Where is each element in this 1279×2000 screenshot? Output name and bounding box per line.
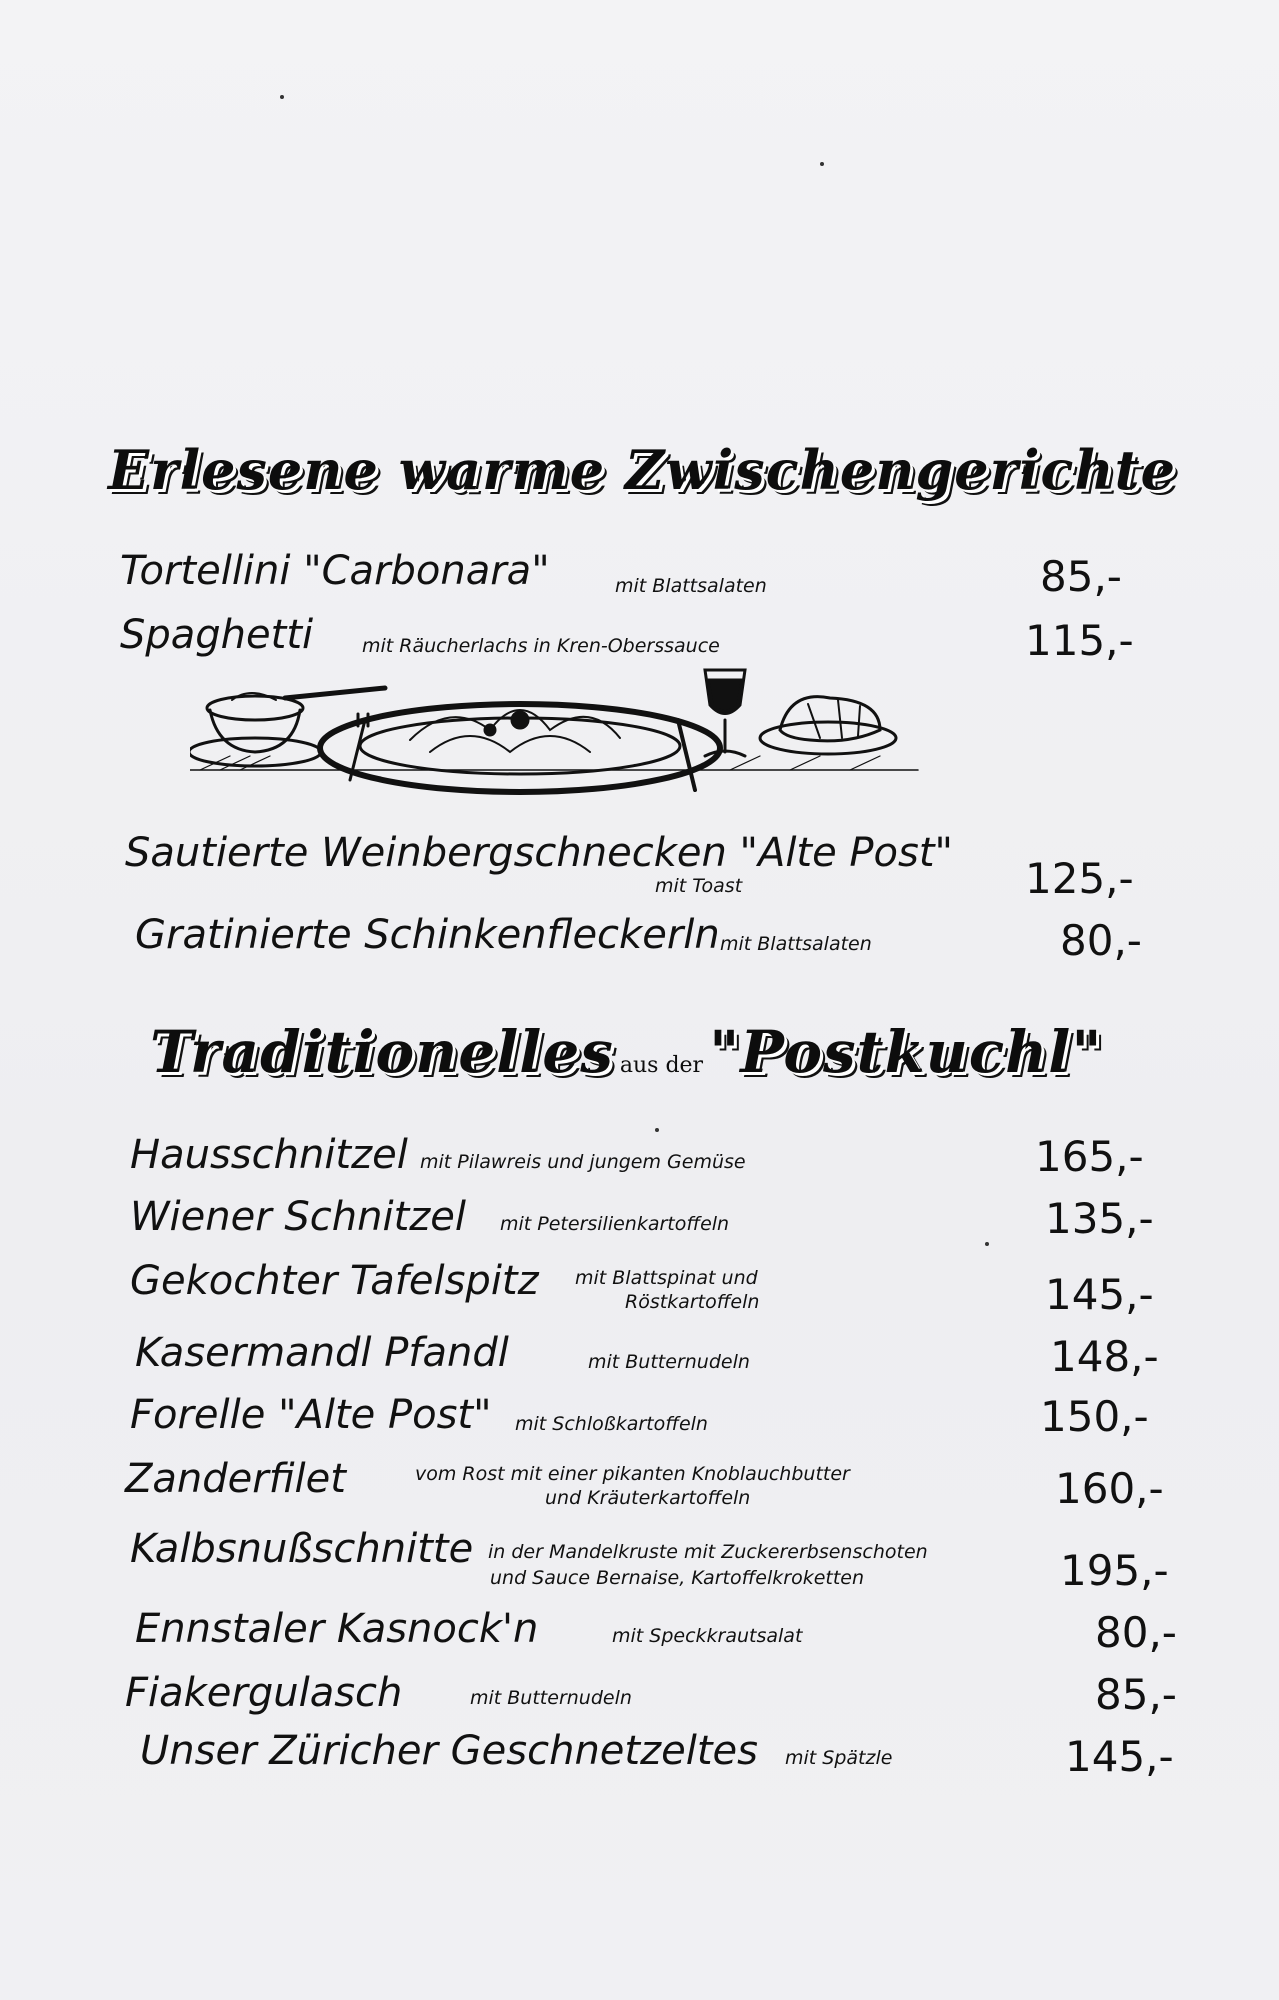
dish-note: in der Mandelkruste mit Zuckererbsenschoten (488, 1541, 928, 1563)
dish-note: mit Blattsalaten (615, 575, 767, 597)
dish-name: Ennstaler Kasnock'n (135, 1606, 539, 1652)
dish-note: mit Speckkrautsalat (612, 1625, 803, 1647)
dish-note-continued: Röstkartoffeln (625, 1291, 760, 1313)
dish-note: mit Pilawreis und jungem Gemüse (420, 1151, 746, 1173)
dish-name: Tortellini "Carbonara" (120, 548, 550, 594)
dish-price: 85,- (1040, 552, 1122, 601)
dish-name: Gekochter Tafelspitz (130, 1258, 539, 1304)
dish-name: Kasermandl Pfandl (135, 1330, 509, 1376)
dish-note: mit Butternudeln (470, 1687, 632, 1709)
dish-note: vom Rost mit einer pikanten Knoblauchbutter (415, 1463, 850, 1485)
dish-note: mit Blattsalaten (720, 933, 872, 955)
dish-note: mit Blattspinat und (575, 1267, 758, 1289)
paper-speck (655, 1128, 659, 1132)
dish-price: 160,- (1055, 1464, 1164, 1513)
dish-name: Wiener Schnitzel (130, 1194, 466, 1240)
dish-name: Unser Züricher Geschnetzeltes (140, 1728, 758, 1774)
dish-note: mit Schloßkartoffeln (515, 1413, 708, 1435)
dish-name: Kalbsnußschnitte (130, 1526, 474, 1572)
dish-name: Hausschnitzel (130, 1132, 408, 1178)
dish-price: 148,- (1050, 1332, 1159, 1381)
dish-note: mit Räucherlachs in Kren-Oberssauce (362, 635, 720, 657)
dish-price: 125,- (1025, 854, 1134, 903)
dish-note: mit Petersilienkartoffeln (500, 1213, 730, 1235)
dish-price: 80,- (1060, 916, 1142, 965)
dish-note: mit Spätzle (785, 1747, 893, 1769)
title-main: Traditionelles (150, 1018, 614, 1086)
dish-note-continued: und Kräuterkartoffeln (545, 1487, 751, 1509)
section-title-zwischengerichte: Erlesene warme Zwischengerichte (108, 438, 1176, 502)
dish-name: Fiakergulasch (125, 1670, 403, 1716)
dish-name: Spaghetti (120, 612, 314, 658)
dish-note: mit Toast (655, 875, 743, 897)
dish-price: 135,- (1045, 1194, 1154, 1243)
paper-speck (280, 95, 284, 99)
dish-name: Zanderfilet (125, 1456, 346, 1502)
title-quoted: "Postkuchl" (709, 1018, 1103, 1086)
dish-price: 165,- (1035, 1132, 1144, 1181)
dish-price: 85,- (1095, 1670, 1177, 1719)
dish-note-continued: und Sauce Bernaise, Kartoffelkroketten (490, 1567, 865, 1589)
section-title-traditionelles (150, 1018, 1103, 1086)
paper-speck (985, 1242, 989, 1246)
dish-name: Forelle "Alte Post" (130, 1392, 492, 1438)
dish-price: 80,- (1095, 1608, 1177, 1657)
paper-speck (820, 162, 824, 166)
dish-price: 145,- (1065, 1732, 1174, 1781)
dish-name: Sautierte Weinbergschnecken "Alte Post" (125, 830, 953, 876)
dish-price: 115,- (1025, 616, 1134, 665)
dish-price: 195,- (1060, 1546, 1169, 1595)
dish-note: mit Butternudeln (588, 1351, 750, 1373)
dish-price: 150,- (1040, 1392, 1149, 1441)
dish-price: 145,- (1045, 1270, 1154, 1319)
title-joiner: aus der (619, 1053, 704, 1078)
dish-name: Gratinierte Schinkenfleckerln (135, 912, 720, 958)
pasta-table-setting-icon (190, 660, 920, 820)
